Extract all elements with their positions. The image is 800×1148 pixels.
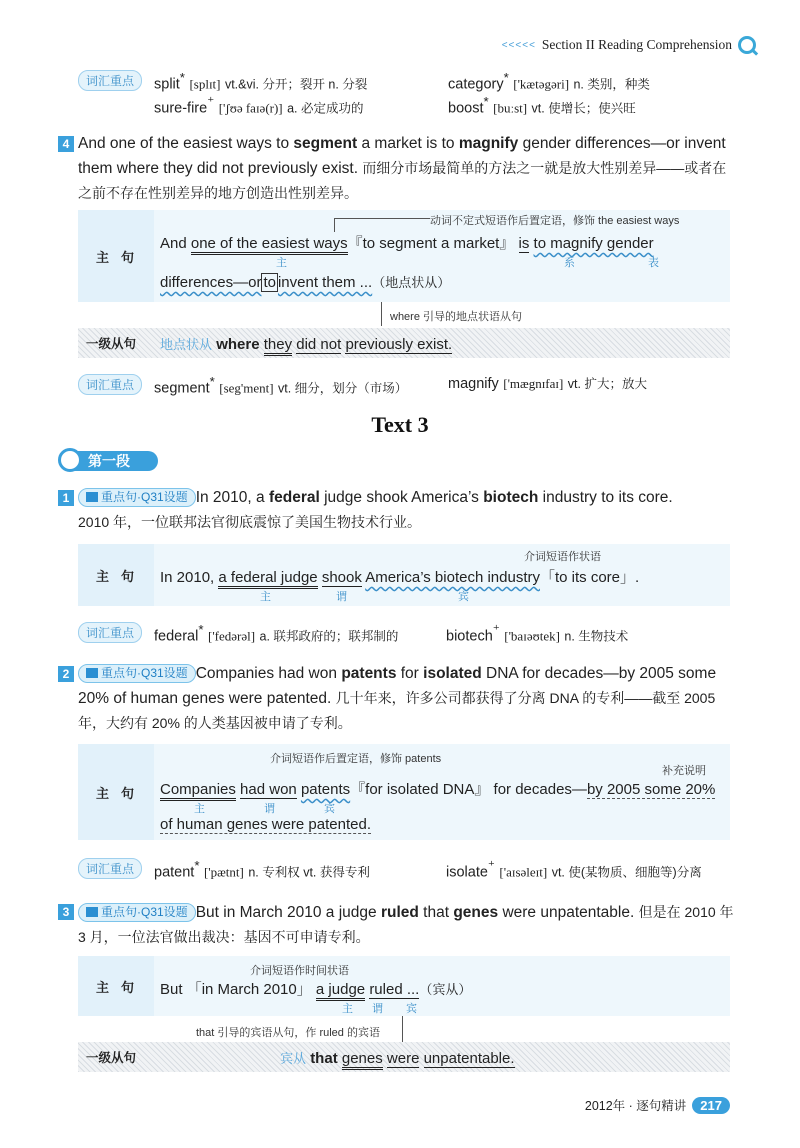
vocab-entry: category* ['kætəgəri] n. 类别，种类: [448, 70, 650, 93]
role-label: 主: [194, 803, 205, 815]
analysis-box: [78, 544, 730, 606]
running-header: [502, 36, 756, 54]
role-label: 宾: [324, 803, 335, 815]
sentence-text: And one of the easiest ways to segment a market is to magnify gender differences—or invent them where they did not previously exist. 而细分市场最简单的方法之一就是放大性别差异——或者在之前不存在性别差异的地方创造出性别差异。: [78, 135, 727, 201]
vocab-entry: federal* ['fedərəl] a. 联邦政府的；联邦制的: [154, 622, 399, 645]
vocab-entry: isolate⁺ ['aɪsəleɪt] vt. 使(某物质、细胞等)分离: [446, 858, 702, 881]
key-sentence-badge: 重点句·Q31设题: [78, 664, 196, 683]
vocab-entry: biotech⁺ ['baɪəʊtek] n. 生物技术: [446, 622, 629, 645]
sentence-number: 2: [58, 666, 74, 682]
vocab-tag: 词汇重点: [78, 374, 142, 395]
analysis-box: [78, 210, 730, 302]
box-label: 主句: [78, 956, 154, 1016]
role-label: 宾: [406, 1003, 417, 1015]
vocab-entry: sure-fire⁺ ['ʃʊə faɪə(r)] a. 必定成功的: [154, 94, 364, 117]
role-label: 主: [342, 1003, 353, 1015]
vocab-entry: magnify ['mægnɪfaɪ] vt. 扩大；放大: [448, 376, 647, 392]
analysis-box: [78, 744, 730, 840]
annotation: 动词不定式短语作后置定语，修饰 the easiest ways: [430, 215, 680, 227]
arrow-icon: [402, 1016, 403, 1042]
section-title: Section II Reading Comprehension: [541, 37, 732, 52]
role-label: 表: [648, 257, 659, 269]
key-sentence-badge: 重点句·Q31设题: [78, 488, 196, 507]
arrow-icon: [381, 302, 382, 326]
role-label: 系: [564, 257, 575, 269]
text-title: Text 3: [371, 412, 429, 437]
annotation: 介词短语作时间状语: [250, 965, 349, 977]
sentence-number: 4: [58, 136, 74, 152]
flag-icon: [86, 668, 98, 678]
box-label: 主句: [78, 544, 154, 606]
sentence-number: 3: [58, 904, 74, 920]
sub-clause-text: 地点状从 where they did not previously exist.: [160, 334, 452, 353]
annotation: 补充说明: [662, 765, 706, 777]
role-label: 主: [260, 591, 271, 603]
analysis-line: But 「in March 2010」 a judge ruled ...（宾从）: [160, 978, 471, 999]
paragraph-label: 第一段: [58, 448, 158, 474]
analysis-box: [78, 956, 730, 1016]
vocab-entry: boost* [buːst] vt. 使增长；使兴旺: [448, 94, 636, 117]
annotation: 介词短语作后置定语，修饰 patents: [270, 753, 442, 765]
role-label: 谓: [372, 1003, 383, 1015]
analysis-line: Companies had won patents『for isolated DNA』 for decades—by 2005 some 20%: [160, 778, 715, 799]
vocab-tag: 词汇重点: [78, 858, 142, 879]
sub-clause-text: 宾从 that genes were unpatentable.: [280, 1048, 515, 1067]
flag-icon: [86, 907, 98, 917]
sub-clause-label: 一级从句: [85, 1051, 136, 1065]
box-label: 主句: [78, 210, 154, 302]
sub-clause-label: 一级从句: [85, 337, 136, 351]
vocab-tag: 词汇重点: [78, 622, 142, 643]
sentence-number: 1: [58, 490, 74, 506]
annotation: 介词短语作状语: [524, 551, 601, 563]
chevron-icon: <<<<<: [501, 39, 536, 51]
book-title: 2012年 · 逐句精讲: [584, 1099, 687, 1113]
sentence-text: 重点句·Q31设题 Companies had won patents for isolated DNA for decades—by 2005 some 20% of human genes were patented. 几十年来，许多公司都获得了分离 DNA 的专利——截至 2005 年，大约有 20% 的人类基因被申请了专利。: [78, 665, 717, 731]
sentence-text: 重点句·Q31设题 In 2010, a federal judge shook America’s biotech industry to its core. 2010 年，一位联邦法官彻底震惊了美国生物技术行业。: [78, 489, 673, 530]
flag-icon: [86, 492, 98, 502]
role-label: 宾: [458, 591, 469, 603]
role-label: 谓: [264, 803, 275, 815]
sentence-text: 重点句·Q31设题 But in March 2010 a judge ruled that genes were unpatentable. 但是在 2010 年 3 月，一位法官做出裁决：基因不可申请专利。: [78, 904, 734, 945]
box-label: 主句: [78, 744, 154, 840]
connector-line: [334, 218, 430, 219]
annotation: that 引导的宾语从句，作 ruled 的宾语: [196, 1027, 380, 1039]
search-icon: [738, 36, 756, 54]
analysis-line: differences—or to invent them ...（地点状从）: [160, 274, 451, 291]
annotation: where 引导的地点状语从句: [390, 311, 523, 323]
arrow-icon: [334, 218, 335, 232]
vocab-entry: segment* [seg'ment] vt. 细分，划分（市场）: [154, 374, 408, 397]
search-icon: [58, 448, 82, 472]
analysis-line: of human genes were patented.: [160, 816, 371, 833]
vocab-tag: 词汇重点: [78, 70, 142, 91]
page-number: 217: [692, 1097, 730, 1114]
role-label: 谓: [336, 591, 347, 603]
role-label: 主: [276, 257, 287, 269]
page-footer: [585, 1096, 730, 1114]
analysis-line: In 2010, a federal judge shook America’s biotech industry「to its core」.: [160, 566, 639, 587]
key-sentence-badge: 重点句·Q31设题: [78, 903, 196, 922]
vocab-entry: split* [splɪt] vt.&vi. 分开；裂开 n. 分裂: [154, 70, 368, 93]
analysis-line: And one of the easiest ways『to segment a market』 is to magnify gender: [160, 232, 654, 253]
vocab-entry: patent* ['pætnt] n. 专利权 vt. 获得专利: [154, 858, 370, 881]
